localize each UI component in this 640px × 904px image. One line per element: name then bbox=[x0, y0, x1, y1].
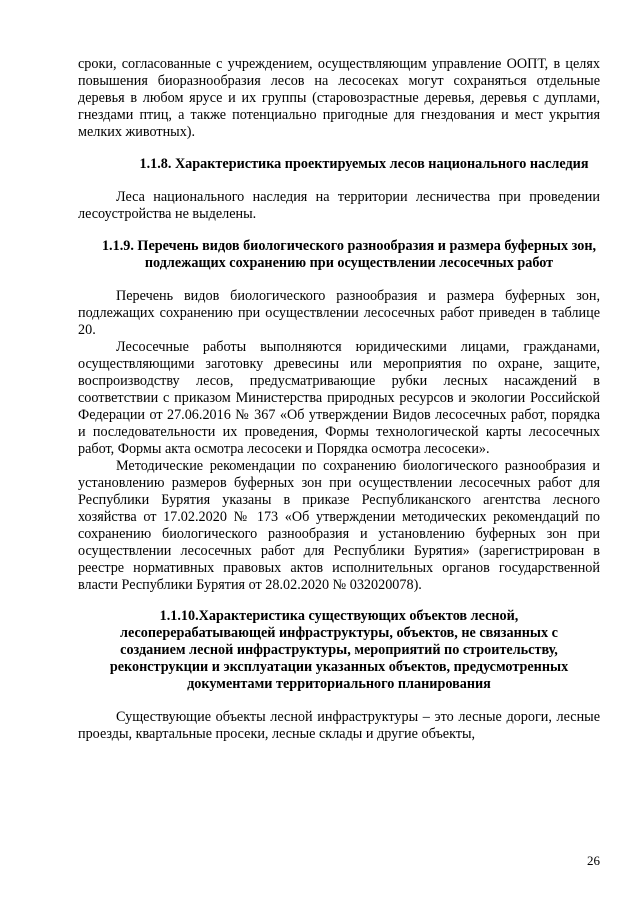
paragraph-1-1-9-logging-works: Лесосечные работы выполняются юридическими лицами, гражданами, осуществляющими заготовку древесины или мероприятия по охране, защите, воспроизводству лесов, предусматривающие рубки лесных насаждений в соответствии с приказом Министерства природных ресурсов и экологии Российской Федерации от 27.06.2016 № 367 «Об утверждении Видов лесосечных работ, порядка и последовательности их проведения, Формы технологической карты лесосечных работ, Формы акта осмотра лесосеки и Порядка осмотра лесосеки». bbox=[78, 339, 600, 457]
paragraph-1-1-8: Леса национального наследия на территории лесничества при проведении лесоустройства не выделены. bbox=[78, 189, 600, 222]
paragraph-1-1-9-methodical-recommendations: Методические рекомендации по сохранению биологического разнообразия и установлению размеров буферных зон при осуществлении лесосечных работ для Республики Бурятия указаны в приказе Республиканского агентства лесного хозяйства от 17.02.2020 № 173 «Об утверждении методических рекомендаций по сохранению биологического разнообразия и установлению буферных зон при осуществлении лесосечных работ для Республики Бурятия» (зарегистрирован в реестре нормативных правовых актов исполнительных органов государственной власти Республики Бурятия от 28.02.2020 № 032020078). bbox=[78, 458, 600, 593]
paragraph-continuation: сроки, согласованные с учреждением, осуществляющим управление ООПТ, в целях повышения биоразнообразия лесов на лесосеках могут сохраняться отдельные деревья в любом ярусе и их группы (старовозрастные деревья, деревья с дуплами, гнездами птиц, а также потенциально пригодные для гнездования и мест укрытия мелких животных). bbox=[78, 56, 600, 140]
page-content bbox=[78, 56, 600, 743]
section-heading-1-1-9: 1.1.9. Перечень видов биологического разнообразия и размера буферных зон, подлежащих сохранению при осуществлении лесосечных работ bbox=[101, 238, 597, 271]
page-number: 26 bbox=[587, 853, 600, 868]
section-heading-1-1-10: 1.1.10.Характеристика существующих объектов лесной, лесоперерабатывающей инфраструктуры, объектов, не связанных с созданием лесной инфраструктуры, мероприятий по строительству, реконструкции и эксплуатации указанных объектов, предусмотренных документами территориального планирования bbox=[109, 608, 569, 692]
paragraph-1-1-9-list-ref: Перечень видов биологического разнообразия и размера буферных зон, подлежащих сохранению при осуществлении лесосечных работ приведен в таблице 20. bbox=[78, 288, 600, 338]
paragraph-1-1-10: Существующие объекты лесной инфраструктуры – это лесные дороги, лесные проезды, квартальные просеки, лесные склады и другие объекты, bbox=[78, 709, 600, 742]
section-heading-1-1-8: 1.1.8. Характеристика проектируемых лесов национального наследия bbox=[139, 156, 589, 172]
